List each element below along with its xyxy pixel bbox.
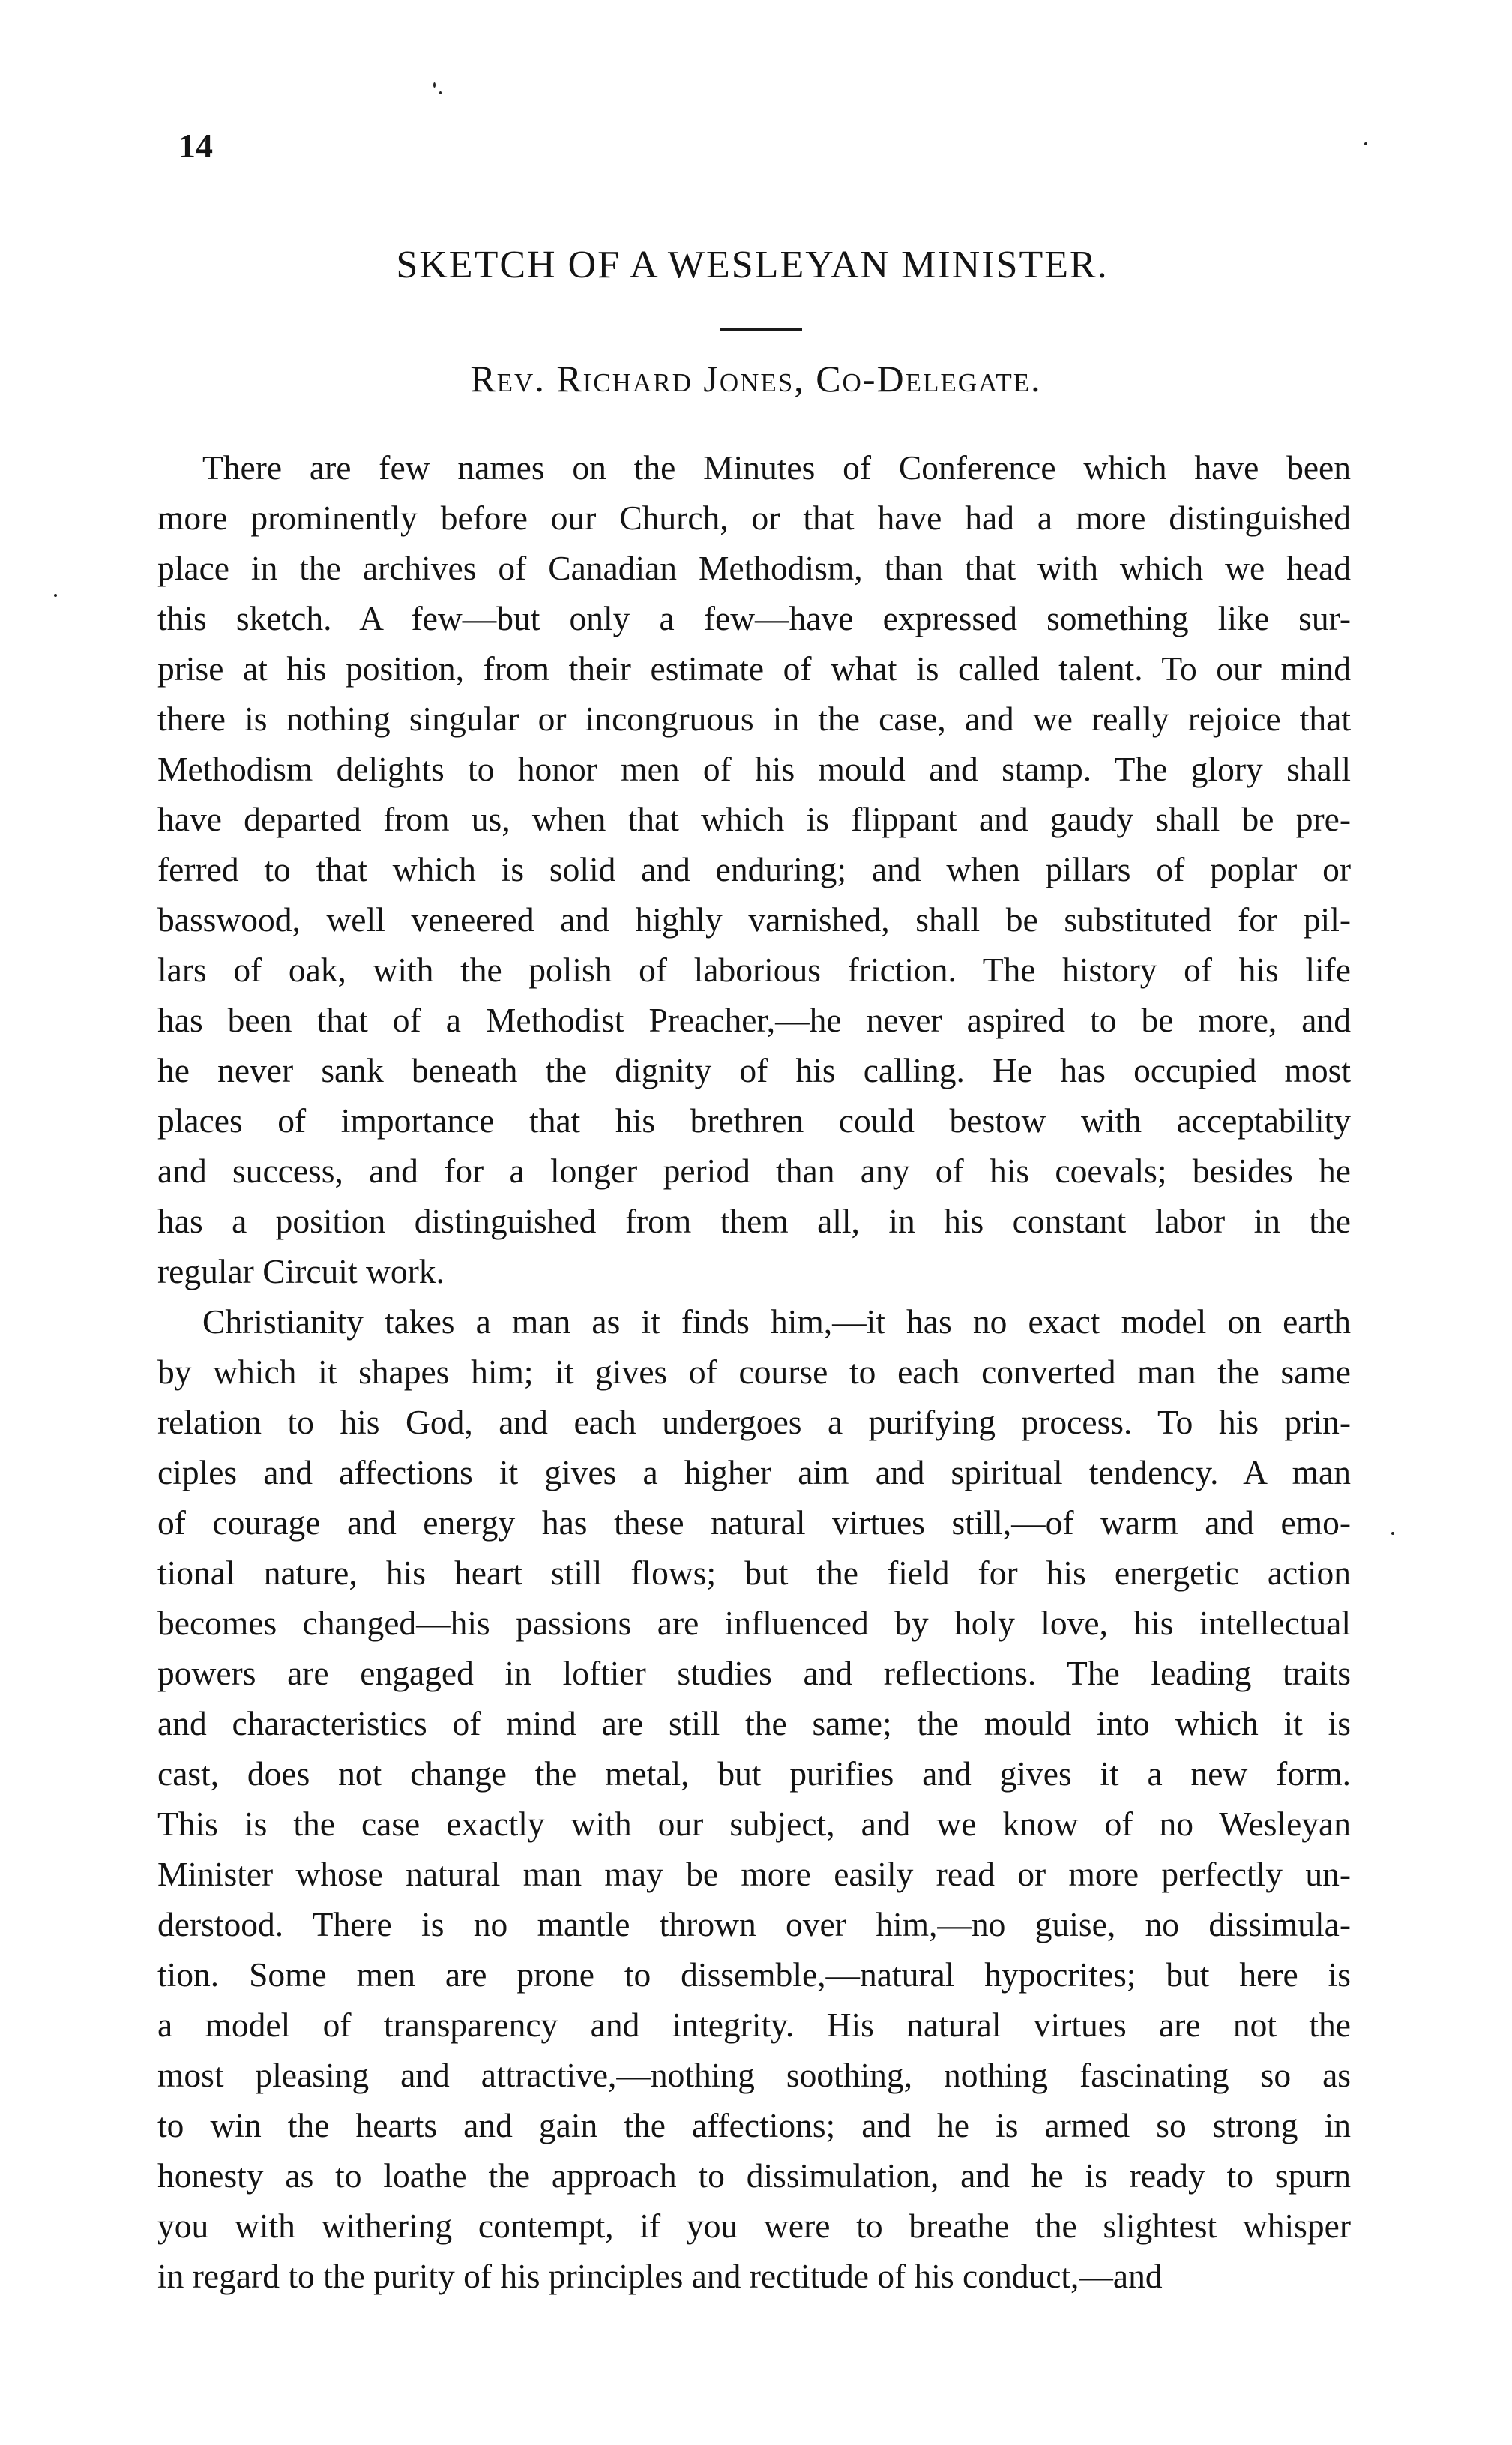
scan-speck [439, 91, 442, 94]
text-line: and success, and for a longer period than any of his coevals; besides he [157, 1152, 1351, 1190]
text-line: Methodism delights to honor men of his mould and stamp. The glory shall [157, 750, 1351, 788]
title-divider [720, 328, 802, 331]
scan-speck [54, 594, 57, 597]
text-line: lars of oak, with the polish of laborious friction. The history of his life [157, 951, 1351, 989]
text-line: place in the archives of Canadian Methodism, than that with which we head [157, 549, 1351, 587]
text-line: has been that of a Methodist Preacher,—he never aspired to be more, and [157, 1001, 1351, 1039]
text-line: cast, does not change the metal, but purifies and gives it a new form. [157, 1754, 1351, 1793]
text-line: honesty as to loathe the approach to dissimulation, and he is ready to spurn [157, 2156, 1351, 2195]
text-line: places of importance that his brethren could bestow with acceptability [157, 1101, 1351, 1140]
text-line: tional nature, his heart still flows; but the field for his energetic action [157, 1554, 1351, 1592]
text-line: and characteristics of mind are still the same; the mould into which it is [157, 1704, 1351, 1742]
text-line: more prominently before our Church, or that have had a more distinguished [157, 499, 1351, 537]
text-line: a model of transparency and integrity. His natural virtues are not the [157, 2006, 1351, 2044]
text-line: you with withering contempt, if you were to breathe the slightest whisper [157, 2207, 1351, 2245]
text-line: prise at his position, from their estimate of what is called talent. To our mind [157, 649, 1351, 688]
body-text [157, 442, 1351, 2301]
text-line: derstood. There is no mantle thrown over him,—no guise, no dissimula- [157, 1905, 1351, 1943]
text-line: have departed from us, when that which is flippant and gaudy shall be pre- [157, 800, 1351, 838]
text-line: by which it shapes him; it gives of course to each converted man the same [157, 1353, 1351, 1391]
text-line: most pleasing and attractive,—nothing soothing, nothing fascinating so as [157, 2056, 1351, 2094]
text-line: has a position distinguished from them all, in his constant labor in the [157, 1202, 1351, 1240]
text-line: There are few names on the Minutes of Conference which have been [202, 448, 1351, 487]
text-line: becomes changed—his passions are influenced by holy love, his intellectual [157, 1604, 1351, 1642]
text-line: ferred to that which is solid and enduring; and when pillars of poplar or [157, 850, 1351, 888]
text-line: This is the case exactly with our subject, and we know of no Wesleyan [157, 1805, 1351, 1843]
scan-speck [433, 82, 436, 88]
chapter-title: SKETCH OF A WESLEYAN MINISTER. [396, 244, 1109, 286]
scan-speck [1391, 1532, 1394, 1535]
text-line: to win the hearts and gain the affections; and he is armed so strong in [157, 2106, 1351, 2144]
scan-speck [1364, 142, 1367, 145]
text-line: tion. Some men are prone to dissemble,—natural hypocrites; but here is [157, 1955, 1351, 1994]
text-line: relation to his God, and each undergoes a purifying process. To his prin- [157, 1403, 1351, 1441]
text-line: he never sank beneath the dignity of his calling. He has occupied most [157, 1051, 1351, 1089]
text-line: there is nothing singular or incongruous in the case, and we really rejoice that [157, 700, 1351, 738]
chapter-subtitle: Rev. Richard Jones, Co-Delegate. [470, 358, 1042, 400]
text-line: basswood, well veneered and highly varnished, shall be substituted for pil- [157, 900, 1351, 939]
text-line: powers are engaged in loftier studies and reflections. The leading traits [157, 1654, 1351, 1692]
text-line: regular Circuit work. [157, 1252, 445, 1290]
text-line: of courage and energy has these natural virtues still,—of warm and emo- [157, 1503, 1351, 1542]
text-line: in regard to the purity of his principles and rectitude of his conduct,—and [157, 2257, 1163, 2295]
text-line: ciples and affections it gives a higher aim and spiritual tendency. A man [157, 1453, 1351, 1491]
text-line: this sketch. A few—but only a few—have expressed something like sur- [157, 599, 1351, 637]
page-number: 14 [178, 127, 213, 165]
text-line: Christianity takes a man as it finds him,—it has no exact model on earth [202, 1302, 1351, 1341]
text-line: Minister whose natural man may be more easily read or more perfectly un- [157, 1855, 1351, 1893]
